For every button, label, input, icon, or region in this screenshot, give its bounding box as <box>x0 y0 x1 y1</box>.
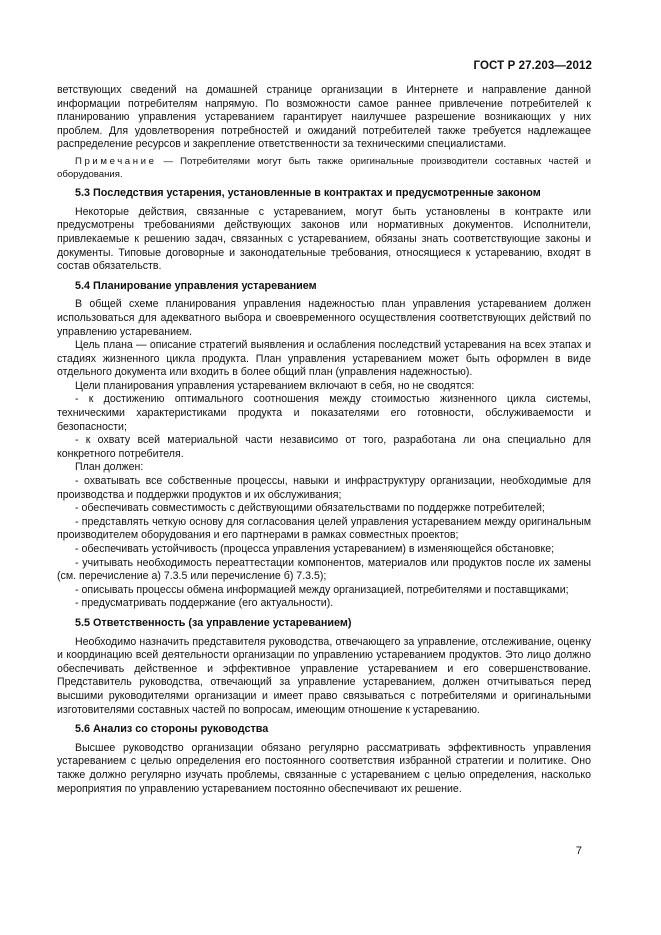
plan-list-item: - представлять четкую основу для согласования целей управления устареванием между оригинальным производителем оборудования и его партнерами в рамках совместных проектов; <box>57 515 591 542</box>
section-5-4-paragraph-3: Цели планирования управления устареванием включают в себя, но не сводятся: <box>75 379 475 392</box>
section-5-5-paragraph: Необходимо назначить представителя руководства, отвечающего за управление, отслеживание, оценку и координацию всей деятельности организации по управлению устареванием продуктов. Это лицо должно обеспечивать действенное и эффективное управление устареванием и его совершенствование. Представитель руководства, отвечающий за управление устареванием, должен отчитываться перед высшими руководителями организации и имеет право связываться с потребителями и оригинальными изготовителями составных частей по вопросам, имеющим отношение к устареванию. <box>57 635 591 716</box>
plan-list-item: - предусматривать поддержание (его актуальности). <box>75 597 334 610</box>
section-5-3-heading: 5.3 Последствия устарения, установленные в контрактах и предусмотренные законом <box>75 187 541 200</box>
section-5-3-paragraph: Некоторые действия, связанные с устареванием, могут быть установлены в контракте или предусмотрены требованиями действующих законов или нормативных документов. Исполнители, привлекаемые к решению задач, связанных с устареванием, обязаны знать соответствующие законы и документы. Типовые договорные и законодательные требования, относящиеся к устареванию, входят в состав обязательств. <box>57 205 591 273</box>
section-5-4-paragraph-1: В общей схеме планирования управления надежностью план управления устареванием должен использоваться для адекватного выбора и своевременного осуществления соответствующих действий по управлению устареванием. <box>57 298 591 338</box>
note-paragraph <box>57 156 591 181</box>
document-id-header: ГОСТ Р 27.203—2012 <box>473 60 592 72</box>
section-5-6-paragraph: Высшее руководство организации обязано регулярно рассматривать эффективность управления устареванием с целью определения его постоянного соответствия избранной стратегии и политике. Оно также должно регулярно изучать проблемы, связанные с устареванием с целью определения, насколько мероприятия по управлению устареванием постоянно обеспечивают их решение. <box>57 741 591 795</box>
section-5-4-heading: 5.4 Планирование управления устареванием <box>75 279 317 292</box>
intro-paragraph: ветствующих сведений на домашней странице организации в Интернете и направление данной информации потребителям напрямую. По возможности самое раннее привлечение потребителей к планированию управления устареванием гарантирует наилучшее разрешение возникающих у них проблем. Для удовлетворения потребностей и ожиданий потребителей также требуется надлежащее распределение ресурсов и закрепление ответственности за техническими специалистами. <box>57 84 591 151</box>
plan-list-item: - обеспечивать совместимость с действующими обязательствами по поддержке потребителей; <box>75 502 545 515</box>
plan-list-item: - охватывать все собственные процессы, навыки и инфраструктуру организации, необходимые для производства и поддержки продуктов и их обслуживания; <box>57 475 591 501</box>
plan-list-item: - описывать процессы обмена информацией между организацией, потребителями и поставщиками; <box>75 583 569 596</box>
section-5-4-paragraph-2: Цель плана — описание стратегий выявления и ослабления последствий устаревания на всех этапах и стадиях жизненного цикла продукта. План управления устареванием может быть оформлен в виде отдельного документа или входить в более общий план (управления надежностью). <box>57 339 591 379</box>
note-label: Примечание <box>75 155 157 167</box>
section-5-6-heading: 5.6 Анализ со стороны руководства <box>75 723 269 736</box>
goal-list-item: - к охвату всей материальной части независимо от того, разработана ли она специально для конкретного потребителя. <box>57 434 591 460</box>
document-body <box>57 84 591 796</box>
section-5-4-paragraph-4: План должен: <box>75 461 144 474</box>
goal-list-item: - к достижению оптимального соотношения между стоимостью жизненного цикла системы, техническими характеристиками продукта и показателями его готовности, обслуживаемости и безопасности; <box>57 393 591 433</box>
section-5-5-heading: 5.5 Ответственность (за управление устареванием) <box>75 616 352 629</box>
note-text: — Потребителями могут быть также оригинальные производители составных частей и оборудования. <box>57 155 591 180</box>
page-number: 7 <box>575 845 582 857</box>
plan-list-item: - учитывать необходимость переаттестации компонентов, материалов или продуктов после их замены (см. перечисление а) 7.3.5 или перечисление б) 7.3.5); <box>57 556 591 583</box>
plan-list-item: - обеспечивать устойчивость (процесса управления устареванием) в изменяющейся обстановке; <box>75 543 555 555</box>
